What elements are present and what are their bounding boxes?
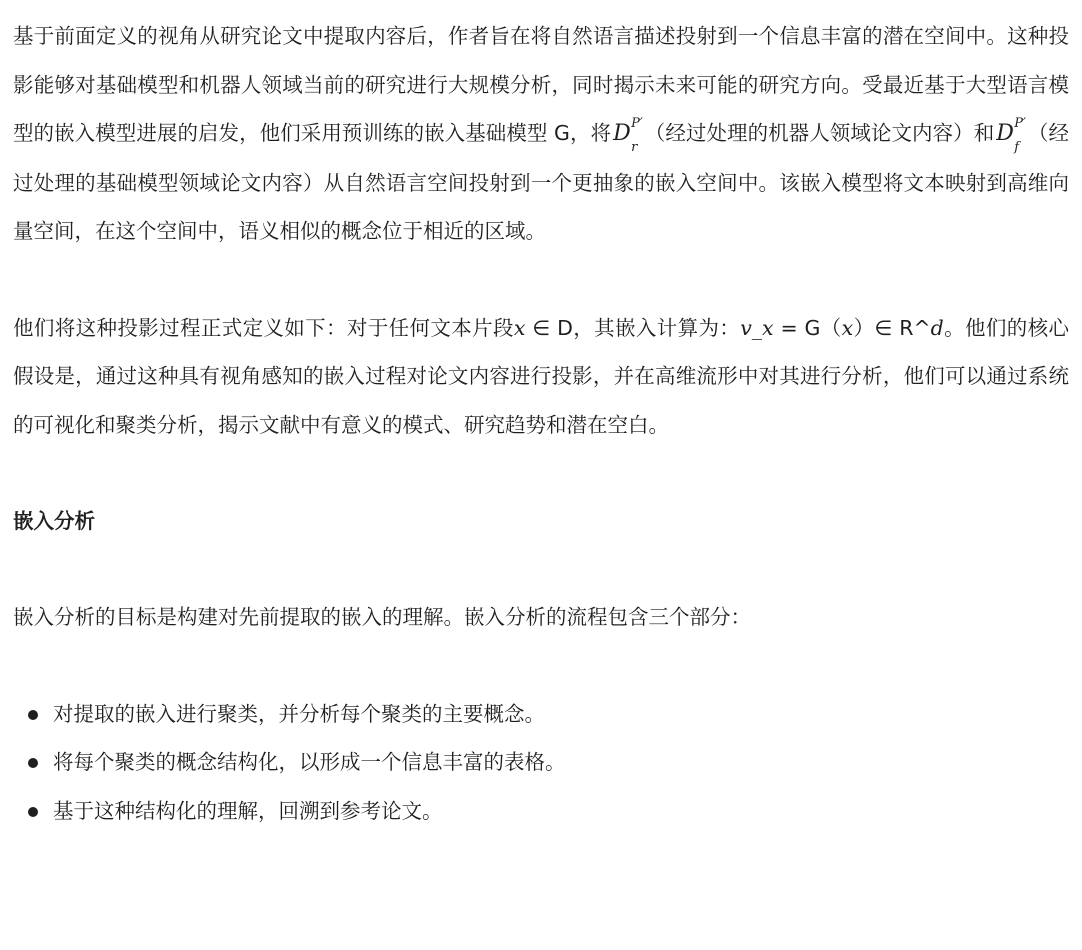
math-d: d [930, 315, 944, 340]
para2-text-a: 他们将这种投影过程正式定义如下：对于任何文本片段 [13, 315, 514, 340]
math-vx: v_x [740, 315, 774, 340]
robotics-dataset-symbol: D P′ r [613, 116, 643, 155]
para2-text-e: 。他们的核心假设是，通过这种具有视角感知的嵌入过程对论文内容进行投影，并在高维流形中对其进行分析，他们可以通过系统的可视化和聚类分析，揭示文献中有意义的模式、研究趋势和潜在空白。 [13, 315, 1069, 437]
bullet-icon [28, 758, 38, 768]
math-x: x [513, 315, 526, 340]
list-item: 对提取的嵌入进行聚类，并分析每个聚类的主要概念。 [13, 690, 1069, 739]
para2-text-d: ）∈ R^ [853, 315, 931, 340]
para2-text-b: ∈ D，其嵌入计算为： [525, 315, 741, 340]
math-x-arg: x [841, 315, 854, 340]
foundation-dataset-symbol: D P′ f [996, 116, 1026, 155]
bullet-icon [28, 710, 38, 720]
paragraph-analysis-goal: 嵌入分析的目标是构建对先前提取的嵌入的理解。嵌入分析的流程包含三个部分： [13, 605, 751, 629]
analysis-steps-list [13, 690, 1069, 836]
bullet-icon [28, 807, 38, 817]
para1-text-c: （经过处理的基础模型领域论文内容）从自然语言空间投射到一个更抽象的嵌入空间中。该嵌入模型将文本映射到高维向量空间，在这个空间中，语义相似的概念位于相近的区域。 [13, 121, 1070, 243]
spacer [13, 545, 1069, 593]
spacer [13, 642, 1069, 690]
paragraph-projection-intro [13, 12, 1069, 256]
spacer [13, 449, 1069, 497]
list-item: 将每个聚类的概念结构化，以形成一个信息丰富的表格。 [13, 738, 1069, 787]
para1-text-b: （经过处理的机器人领域论文内容）和 [644, 121, 995, 145]
section-heading: 嵌入分析 [13, 509, 95, 533]
list-item: 基于这种结构化的理解，回溯到参考论文。 [13, 787, 1069, 836]
para1-text-a: 基于前面定义的视角从研究论文中提取内容后，作者旨在将自然语言描述投射到一个信息丰富的潜在空间中。这种投影能够对基础模型和机器人领域当前的研究进行大规模分析，同时揭示未来可能的研究方向。受最近基于大型语言模型的嵌入模型进展的启发，他们采用预训练的嵌入基础模型 G，将 [13, 24, 1069, 145]
para2-text-c: = G（ [773, 315, 842, 340]
spacer [13, 256, 1069, 304]
paragraph-formal-definition [13, 304, 1069, 450]
